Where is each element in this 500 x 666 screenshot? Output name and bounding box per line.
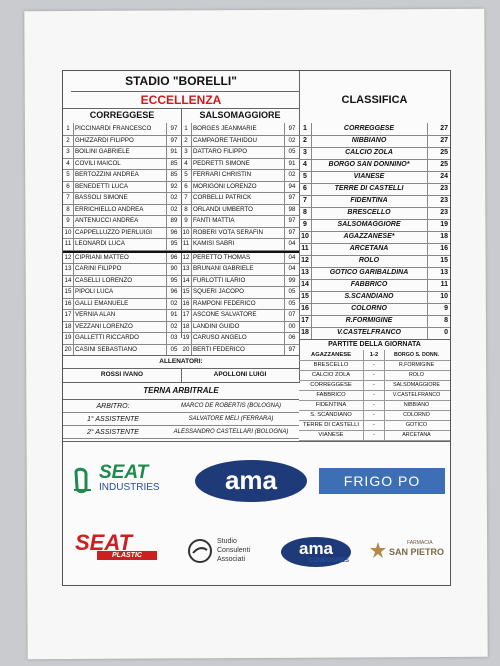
standings-position: 8 [299,207,312,219]
player-year: 90 [166,263,181,275]
fixture-score: - [363,400,385,410]
seat-plastic-logo: PLASTIC [97,551,157,560]
standings-position: 11 [299,243,312,255]
player-number: 17 [181,309,192,321]
player-name: CAPPELLUZZO PIERLUIGI [75,228,153,236]
standings-team: VIANESE [353,173,385,180]
player-number: 4 [181,158,192,170]
player-year: 02 [284,169,299,181]
player-year: 03 [166,332,181,344]
fixture-away: SALSOMAGGIORE [393,382,440,388]
player-year: 02 [284,135,299,147]
fixture-home: TERRE DI CASTELLI [302,422,360,428]
player-number: 19 [181,332,192,344]
player-year: 04 [284,252,299,264]
player-year: 89 [166,215,181,227]
fixture-score: 1-2 [363,350,385,360]
player-number: 14 [181,275,192,287]
fixture-score: - [363,370,385,380]
player-year: 04 [284,263,299,275]
player-name: ANTENUCCI ANDREA [75,217,139,224]
player-name: CAMPAORE TAHIDOU [193,136,257,144]
player-year: 95 [166,238,181,250]
standings-position: 12 [299,255,312,267]
player-name: PIPOLI LUCA [75,288,114,295]
player-year: 95 [166,275,181,287]
player-number: 19 [63,332,74,344]
player-year: 97 [166,123,181,135]
player-number: 9 [63,215,74,227]
away-coach: APOLLONI LUIGI [213,371,267,378]
player-year: 02 [166,321,181,333]
sponsor-farmacia-san-pietro [369,537,447,567]
fixture-score: - [363,410,385,420]
sponsor-ama-composites [281,537,351,567]
referee-row [63,426,299,439]
player-year: 97 [284,227,299,239]
standings-position: 4 [299,159,312,171]
standings-position: 14 [299,279,312,291]
roster-divider [63,251,299,253]
player-name: BOILINI GABRIELE [75,148,130,155]
standings-team: COLORNO [351,305,387,312]
standings-points: 18 [427,231,448,243]
player-name: LANDINI GUIDO [193,322,240,330]
seat-plastic-text: SEAT [75,530,133,555]
fixture-home: CALCIO ZOLA [311,372,351,378]
standings-points: 16 [427,243,448,255]
fixture-row [299,430,450,441]
player-number: 9 [181,215,192,227]
studio-line-1: Studio [217,538,237,545]
fixture-away: NIBBIANO [403,402,430,408]
frigo-po-text: FRIGO PO [343,473,421,489]
player-name: GHIZZARDI FILIPPO [75,136,134,144]
studio-line-3: Associati [217,556,246,563]
standings-team: SALSOMAGGIORE [337,221,401,228]
standings-team: GOTICO GARIBALDINA [329,269,409,276]
player-year: 96 [166,252,181,264]
studio-line-2: Consulenti [217,547,251,554]
coaches-label: ALLENATORI: [159,358,203,365]
fixture-home: VIANESE [318,432,344,438]
player-number: 8 [181,204,192,216]
farmacia-label: FARMACIA [407,540,433,546]
standings-team: BORGO SAN DONNINO* [328,161,410,168]
sponsor-studio-consulenti [187,535,267,567]
standings-team: FIDENTINA [350,197,388,204]
player-year: 85 [166,158,181,170]
standings-position: 10 [299,231,312,243]
player-year: 97 [284,192,299,204]
player-number: 7 [63,192,74,204]
standings-team: S.SCANDIANO [344,293,394,300]
standings-points: 10 [427,291,448,303]
standings-points: 8 [427,315,448,327]
player-year: 91 [166,309,181,321]
player-number: 5 [63,169,74,181]
player-number: 12 [63,252,74,264]
player-number: 16 [63,298,74,310]
league-title: ECCELLENZA [140,93,222,107]
player-year: 02 [166,192,181,204]
player-number: 7 [181,192,192,204]
player-number: 8 [63,204,74,216]
player-number: 2 [63,135,74,147]
fixture-away: V.CASTELFRANCO [392,392,441,398]
player-name: PICCINARDI FRANCESCO [75,125,152,132]
player-name: RAMPONI FEDERICO [193,299,256,307]
standings-position: 2 [299,135,312,147]
player-year: 02 [166,204,181,216]
player-number: 6 [63,181,74,193]
home-player-row [63,238,181,251]
away-team-title: SALSOMAGGIORE [199,110,281,120]
standings-points: 25 [427,159,448,171]
fixture-away: R.FORMIGINE [398,362,435,368]
fixture-away: COLORNO [403,412,430,418]
referee-role: 2° ASSISTENTE [87,429,139,436]
ama-composites-logo: ama [298,539,334,558]
player-year: 91 [166,146,181,158]
standings-team: CORREGGESE [343,125,395,132]
player-number: 2 [181,135,192,147]
player-year: 94 [284,181,299,193]
fixture-score: - [363,360,385,370]
player-name: ERRICHIELLO ANDREA [75,205,144,213]
away-roster [181,123,299,355]
standings-team: AGAZZANESE* [343,233,395,240]
fixture-home: BRESCELLO [313,362,349,368]
referee-role: ARBITRO: [96,403,130,410]
referee-row [63,400,299,413]
player-name: GALLETTI RICCARDO [75,334,139,341]
player-name: BASSOLI SIMONE [75,194,128,201]
player-name: BORGES JEANMARIE [193,125,257,132]
player-number: 5 [181,169,192,181]
player-number: 17 [63,309,74,321]
player-name: CORBELLI PATRICK [193,194,252,201]
player-number: 15 [63,286,74,298]
player-name: COVILI MAICOL [75,159,121,167]
industries-text: INDUSTRIES [99,482,160,493]
player-number: 15 [181,286,192,298]
sponsor-seat-plastic [71,530,167,566]
player-number: 14 [63,275,74,287]
player-name: CARUSO ANGELO [193,334,247,341]
player-number: 10 [63,227,74,239]
player-number: 1 [63,123,74,135]
player-year: 00 [284,321,299,333]
standings-team: TERRE DI CASTELLI [334,185,404,192]
player-year: 05 [284,286,299,298]
standings-position: 17 [299,315,312,327]
farmacia-name: SAN PIETRO [389,547,445,557]
away-player-row [181,238,299,251]
player-year: 04 [284,238,299,250]
player-name: FURLOTTI ILARIO [193,276,246,284]
standings-points: 15 [427,255,448,267]
standings-points: 27 [427,123,448,135]
player-name: BENEDETTI LUCA [75,182,128,190]
referee-name: MARCO DE ROBERTIS (BOLOGNA) [181,403,281,409]
player-year: 97 [166,135,181,147]
fixture-score: - [363,420,385,430]
player-name: VERNIA ALAN [75,311,116,318]
fixtures-title: PARTITE DELLA GIORNATA [328,341,421,348]
fixtures-table [299,350,450,450]
standings-team: V.CASTELFRANCO [337,329,401,336]
standings-team: BRESCELLO [347,209,391,216]
player-year: 91 [284,158,299,170]
sponsor-frigo-po [319,468,445,494]
standings-points: 11 [427,279,448,291]
player-name: PEDRETTI SIMONE [193,159,250,167]
player-year: 85 [166,169,181,181]
stadium-title: STADIO "BORELLI" [125,74,237,88]
player-number: 3 [63,146,74,158]
standings-points: 23 [427,195,448,207]
referee-name: ALESSANDRO CASTELLARI (BOLOGNA) [173,429,289,435]
standings-points: 25 [427,147,448,159]
standings-points: 13 [427,267,448,279]
fixture-home: CORREGGESE [310,382,352,388]
standings-position: 15 [299,291,312,303]
player-year: 06 [284,332,299,344]
fixture-away: GOTICO [406,422,427,428]
standings-position: 7 [299,195,312,207]
sponsor-ama [195,460,307,502]
player-name: KAMISI SABRI [193,240,235,247]
standings-team: NIBBIANO [351,137,387,144]
standings-points: 0 [427,327,448,339]
player-year: 02 [166,298,181,310]
ama-logo-text: ama [224,465,278,495]
player-name: LEONARDI LUCA [75,240,125,247]
fixture-home: FIDENTINA [315,402,347,408]
player-number: 13 [181,263,192,275]
standings-team: ROLO [358,257,380,264]
referee-role: 1° ASSISTENTE [87,416,139,423]
fixture-score: - [363,390,385,400]
standings-position: 13 [299,267,312,279]
referee-row [63,413,299,426]
farmacia-star-icon [369,541,387,559]
player-name: FERRARI CHRISTIN [193,171,252,178]
standings-position: 16 [299,303,312,315]
fixture-score: - [363,380,385,390]
player-number: 13 [63,263,74,275]
standings-position: 9 [299,219,312,231]
fixture-away: ARCETANA [402,432,431,438]
fixture-home: AGAZZANESE [311,352,351,358]
player-name: FANTI MATTIA [193,217,235,224]
player-name: VEZZANI LORENZO [75,322,133,330]
player-number: 20 [63,344,74,356]
player-name: CASINI SEBASTIANO [75,345,137,353]
standings-points: 19 [427,219,448,231]
seat-logo-text: SEAT [99,462,149,483]
player-name: BERTI FEDERICO [193,345,245,353]
player-number: 10 [181,227,192,239]
composites-text: COMPOSITES [309,558,350,564]
player-name: MORIGONI LORENZO [193,182,257,190]
player-year: 96 [166,286,181,298]
player-name: CIPRIANI MATTEO [75,253,129,261]
standings-points: 23 [427,183,448,195]
player-name: SQUERI JACOPO [193,288,244,295]
standings-points: 24 [427,171,448,183]
sponsor-seat-industries [71,463,179,499]
player-year: 07 [284,309,299,321]
player-number: 1 [181,123,192,135]
player-number: 18 [63,321,74,333]
fixture-away: ROLO [408,372,424,378]
player-name: GALLI EMANUELE [75,299,129,307]
player-year: 05 [284,146,299,158]
home-roster [63,123,181,355]
player-name: BERTOZZINI ANDREA [75,171,139,178]
player-year: 99 [284,275,299,287]
standings-points: 23 [427,207,448,219]
standings-points: 9 [427,303,448,315]
standings-title: CLASSIFICA [341,94,408,106]
player-name: CASELLI LORENZO [75,276,133,284]
player-number: 3 [181,146,192,158]
standings-position: 6 [299,183,312,195]
standings-table [299,123,450,339]
fixture-home: S. SCANDIANO [310,412,352,418]
player-number: 11 [181,238,192,250]
player-year: 97 [284,123,299,135]
referee-name: SALVATORE MELI (FERRARA) [188,416,274,422]
standings-team: FABBRICO [350,281,388,288]
studio-circle-icon [187,538,213,564]
fixture-score: - [363,430,385,440]
standings-team: R.FORMIGINE [345,317,393,324]
home-coach: ROSSI IVANO [100,371,144,378]
player-year: 98 [284,204,299,216]
referees-table [63,400,299,440]
standings-position: 5 [299,171,312,183]
match-program-sheet [62,70,451,586]
player-number: 12 [181,252,192,264]
home-team-title: CORREGGESE [89,110,155,120]
player-number: 16 [181,298,192,310]
referees-title: TERNA ARBITRALE [143,386,219,395]
standings-position: 18 [299,327,312,339]
standings-position: 3 [299,147,312,159]
standings-position: 1 [299,123,312,135]
player-number: 20 [181,344,192,356]
player-name: ASCONE SALVATORE [193,311,257,318]
player-year: 05 [284,298,299,310]
fixture-away: BORGO S. DONN. [393,352,440,358]
player-year: 96 [166,227,181,239]
seat-industries-icon [71,466,97,496]
player-number: 6 [181,181,192,193]
player-number: 18 [181,321,192,333]
player-name: BRUNANI GABRIELE [193,265,254,272]
standings-team: CALCIO ZOLA [345,149,393,156]
player-year: 92 [166,181,181,193]
standings-points: 27 [427,135,448,147]
player-year: 97 [284,215,299,227]
standings-team: ARCETANA [349,245,389,252]
player-name: CARINI FILIPPO [75,265,122,272]
player-name: ROBERI VOTA SERAFIN [193,228,264,236]
player-number: 11 [63,238,74,250]
player-name: DATTARO FILIPPO [193,148,248,155]
fixture-home: FABBRICO [316,392,346,398]
player-name: ORLANDI UMBERTO [193,205,253,213]
player-year: 97 [284,344,299,356]
player-number: 4 [63,158,74,170]
player-name: PERETTO THOMAS [193,253,251,261]
player-year: 05 [166,344,181,356]
